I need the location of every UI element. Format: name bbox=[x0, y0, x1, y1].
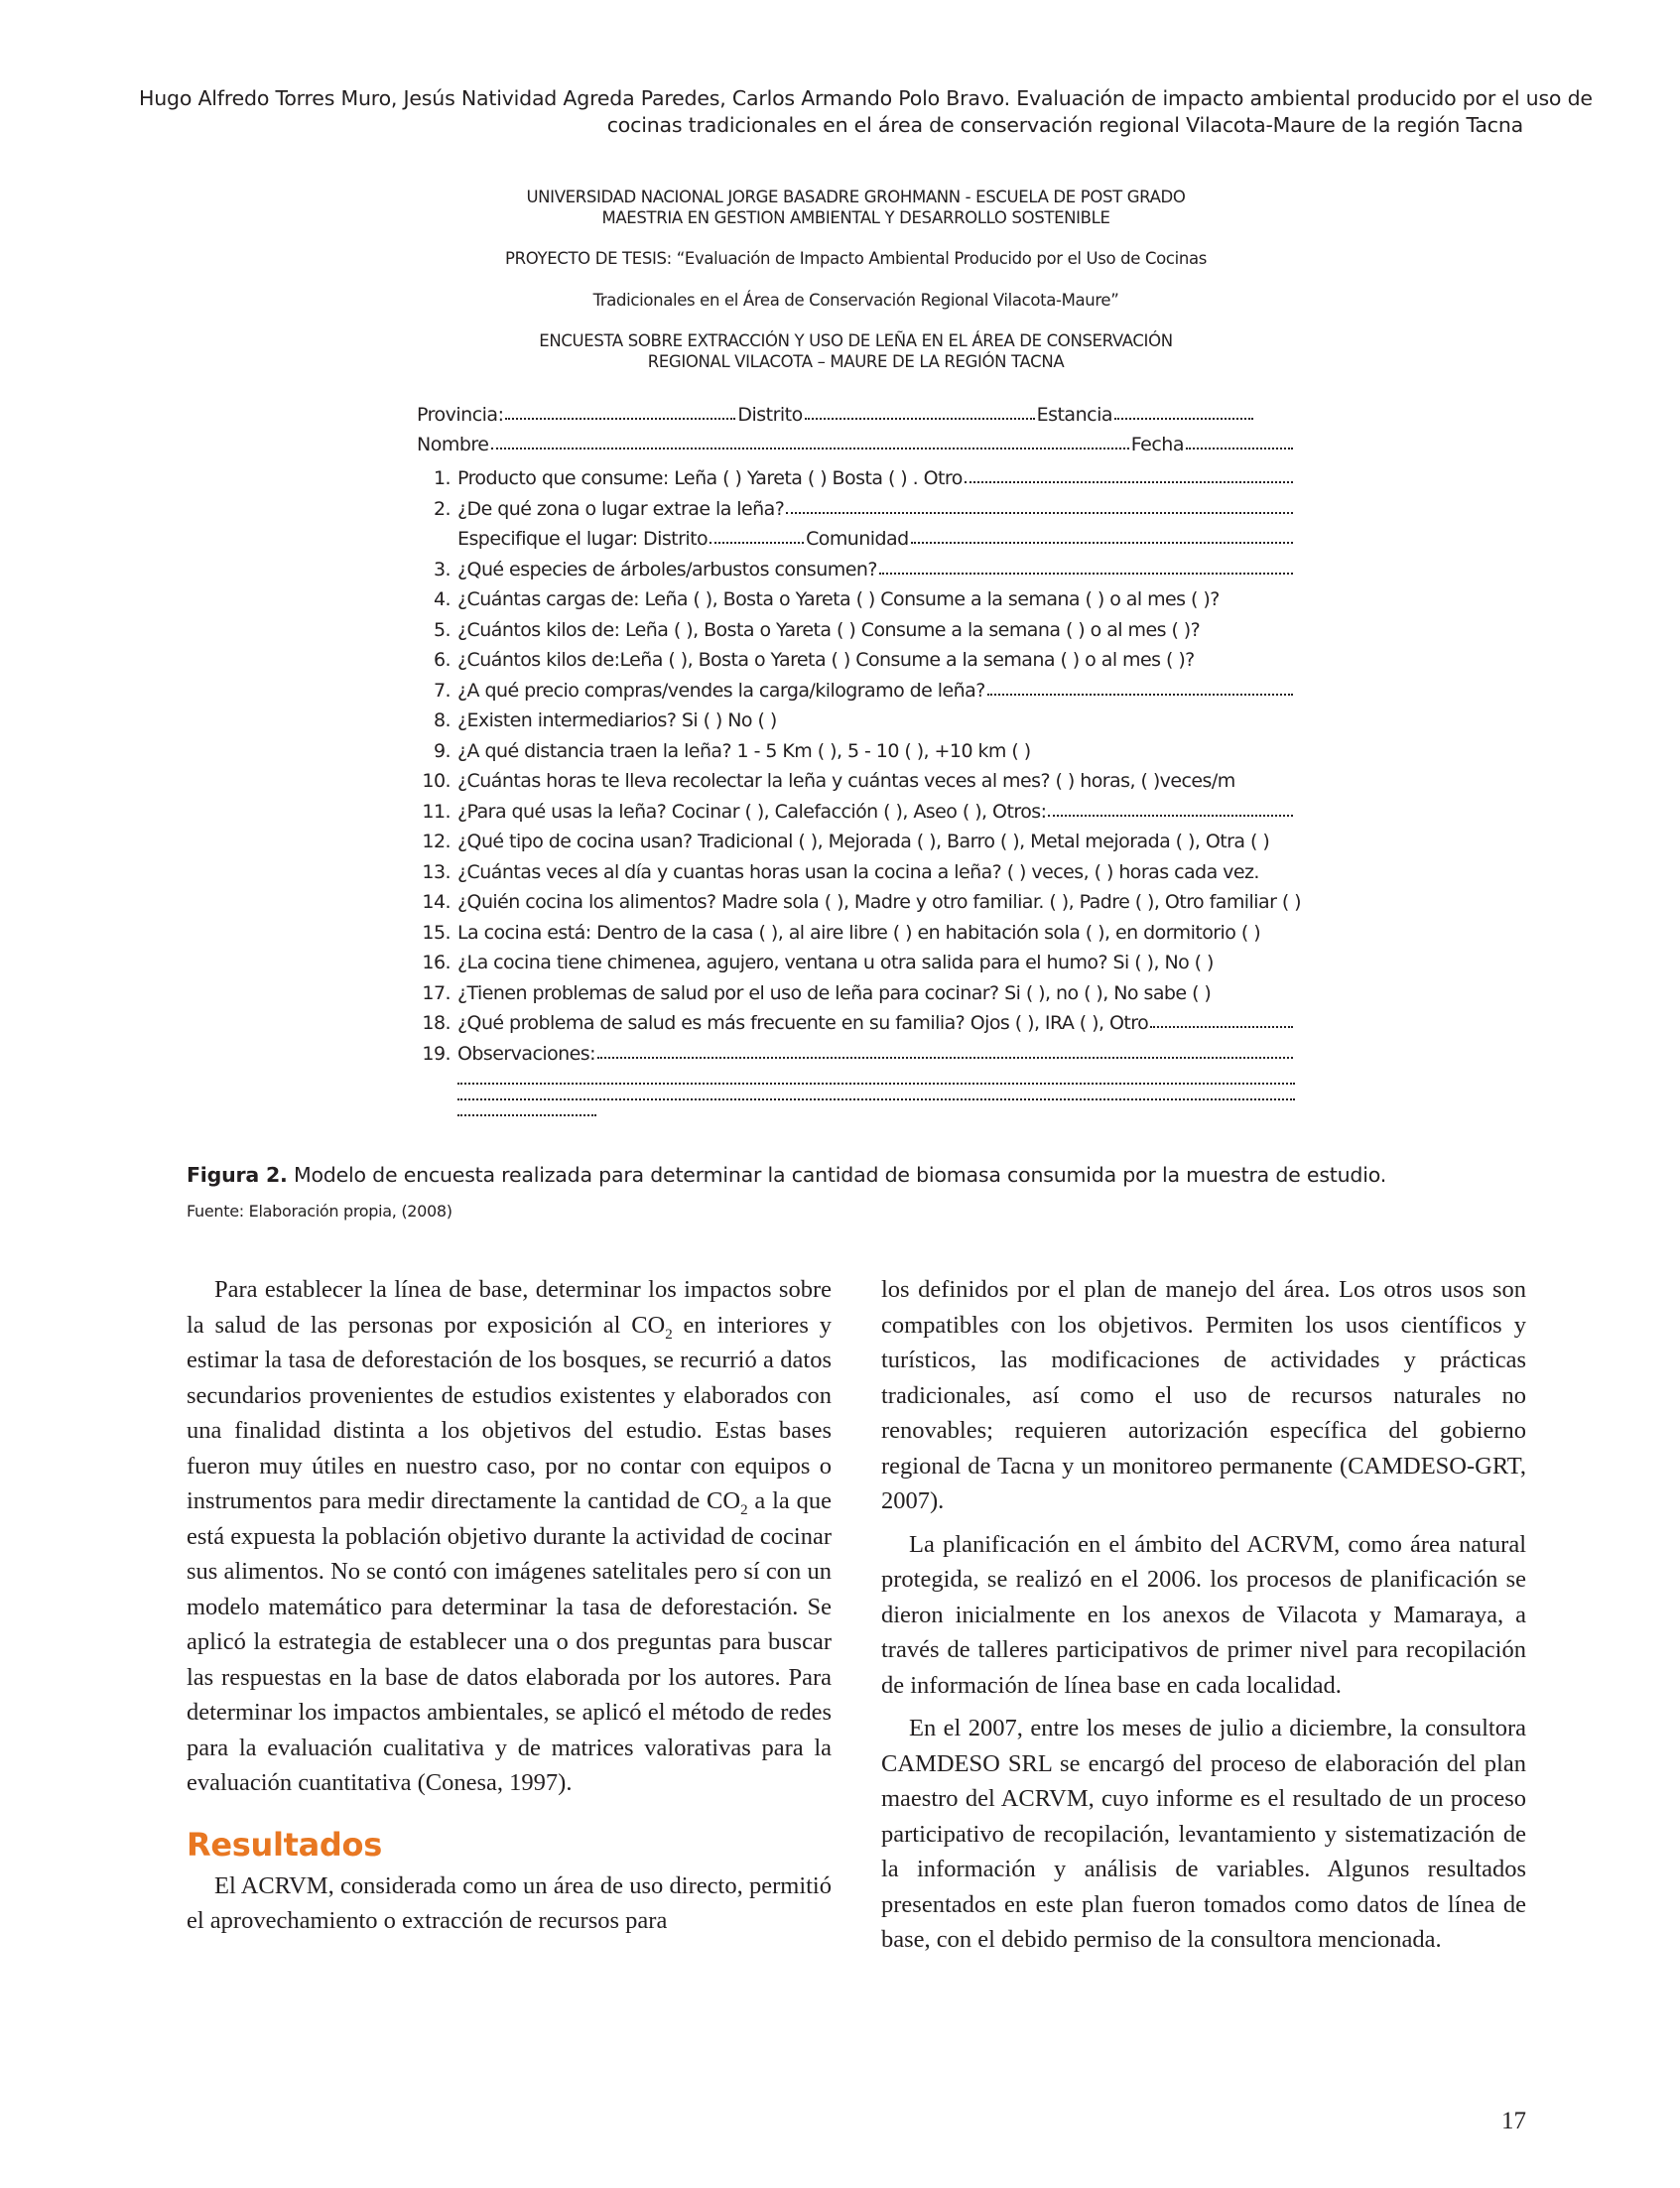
survey-question: 1. Producto que consume: Leña ( ) Yareta ( ) Bosta ( ) . Otro bbox=[417, 463, 1295, 494]
survey-question: 17. ¿Tienen problemas de salud por el uso de leña para cocinar? Si ( ), no ( ), No sabe ( ) bbox=[422, 981, 1212, 1004]
survey-question: 7. ¿A qué precio compras/vendes la carga/kilogramo de leña? bbox=[417, 676, 1295, 707]
survey-question: 10. ¿Cuántas horas te lleva recolectar la leña y cuántas veces al mes? ( ) horas, ( )veces/m bbox=[422, 770, 1235, 792]
provincia-label: Provincia: bbox=[417, 404, 504, 426]
survey-questions bbox=[417, 463, 1302, 1069]
observations-blank-line bbox=[457, 1069, 1295, 1085]
body-paragraph: El ACRVM, considerada como un área de uso directo, permitió el aprovechamiento o extracción de recursos para bbox=[187, 1871, 832, 1934]
fecha-blank bbox=[1186, 430, 1293, 450]
figure-label: Figura 2. bbox=[187, 1163, 288, 1187]
running-head-line-1: Hugo Alfredo Torres Muro, Jesús Natividad Agreda Paredes, Carlos Armando Polo Bravo. Evaluación de impacto ambiental producido por el uso de bbox=[139, 86, 1593, 110]
project-title-line-1: PROYECTO DE TESIS: “Evaluación de Impacto Ambiental Producido por el Uso de Cocinas bbox=[505, 249, 1207, 268]
survey-header-university bbox=[417, 187, 1295, 228]
survey-question: 15. La cocina está: Dentro de la casa ( ), al aire libre ( ) en habitación sola ( ), en dormitorio ( ) bbox=[422, 921, 1261, 944]
figure-caption bbox=[187, 1163, 1386, 1187]
body-paragraph: La planificación en el ámbito del ACRVM, como área natural protegida, se realizó en el 2006. los procesos de planificación se dieron inicialmente en los anexos de Vilacota y Mamaraya, a través de talleres participativos de primer nivel para recopilación de información de línea base en cada localidad. bbox=[881, 1530, 1526, 1699]
survey-question-subline: Especifique el lugar: Distrito Comunidad bbox=[417, 524, 1295, 555]
fecha-label: Fecha bbox=[1130, 434, 1184, 455]
survey-question: 4. ¿Cuántas cargas de: Leña ( ), Bosta o Yareta ( ) Consume a la semana ( ) o al mes ( )? bbox=[433, 588, 1220, 610]
survey-question: 5. ¿Cuántos kilos de: Leña ( ), Bosta o Yareta ( ) Consume a la semana ( ) o al mes ( )? bbox=[433, 618, 1201, 641]
body-paragraph: En el 2007, entre los meses de julio a diciembre, la consultora CAMDESO SRL se encargó del proceso de elaboración del plan maestro del ACRVM, cuyo informe es el resultado de un proceso participativo de recopilación, levantamiento y sistematización de la información y análisis de variables. Algunos resultados presentados en este plan fueron tomados como datos de línea de base, con el debido permiso de la consultora mencionada. bbox=[881, 1715, 1526, 1953]
figure-source: Fuente: Elaboración propia, (2008) bbox=[187, 1202, 452, 1221]
survey-question: 16. ¿La cocina tiene chimenea, agujero, ventana u otra salida para el humo? Si ( ), No ( ) bbox=[422, 952, 1214, 973]
body-paragraph: los definidos por el plan de manejo del área. Los otros usos son compatibles con los objetivos. Permiten los usos científicos y turísticos, las modificaciones de actividades y prácticas tradicionales, así como el uso de recursos naturales no renovables; requieren autorización específica del gobierno regional de Tacna y un monitoreo permanente (CAMDESO-GRT, 2007). bbox=[881, 1276, 1526, 1514]
page-number: 17 bbox=[1501, 2108, 1526, 2134]
left-column bbox=[187, 1272, 832, 1939]
survey-question: 2. ¿De qué zona o lugar extrae la leña? bbox=[417, 494, 1295, 525]
distrito-label: Distrito bbox=[737, 404, 803, 426]
estancia-blank bbox=[1114, 400, 1253, 420]
university-name: UNIVERSIDAD NACIONAL JORGE BASADRE GROHMANN - ESCUELA DE POST GRADO bbox=[526, 188, 1186, 206]
nombre-blank bbox=[491, 430, 1129, 450]
observations-blank-line bbox=[457, 1100, 596, 1116]
survey-question: 3. ¿Qué especies de árboles/arbustos consumen? bbox=[417, 555, 1295, 585]
survey-question: 11. ¿Para qué usas la leña? Cocinar ( ), Calefacción ( ), Aseo ( ), Otros: bbox=[417, 797, 1295, 828]
survey-title-line-2: REGIONAL VILACOTA – MAURE DE LA REGIÓN TACNA bbox=[647, 352, 1065, 371]
survey-question: 14. ¿Quién cocina los alimentos? Madre sola ( ), Madre y otro familiar. ( ), Padre ( ), Otro familiar ( ) bbox=[422, 891, 1302, 913]
location-fields-row bbox=[417, 400, 1295, 430]
survey-question: 6. ¿Cuántos kilos de:Leña ( ), Bosta o Yareta ( ) Consume a la semana ( ) o al mes ( )? bbox=[433, 649, 1195, 671]
provincia-blank bbox=[505, 400, 735, 420]
survey-question: 19. Observaciones: bbox=[417, 1039, 1295, 1070]
survey-title-line-1: ENCUESTA SOBRE EXTRACCIÓN Y USO DE LEÑA EN EL ÁREA DE CONSERVACIÓN bbox=[539, 331, 1173, 350]
right-column bbox=[881, 1272, 1526, 1958]
running-head bbox=[139, 85, 1593, 139]
estancia-label: Estancia bbox=[1036, 404, 1112, 426]
survey-title bbox=[417, 330, 1295, 372]
figure-caption-text: Modelo de encuesta realizada para determinar la cantidad de biomasa consumida por la muestra de estudio. bbox=[287, 1163, 1387, 1187]
distrito-blank bbox=[805, 400, 1035, 420]
survey-question: 18. ¿Qué problema de salud es más frecuente en su familia? Ojos ( ), IRA ( ), Otro bbox=[417, 1008, 1295, 1039]
project-title-line-2: Tradicionales en el Área de Conservación Regional Vilacota-Maure” bbox=[592, 291, 1119, 310]
survey-question: 13. ¿Cuántas veces al día y cuantas horas usan la cocina a leña? ( ) veces, ( ) horas cada vez. bbox=[422, 860, 1259, 883]
section-heading: Resultados bbox=[187, 1825, 382, 1864]
survey-question: 12. ¿Qué tipo de cocina usan? Tradicional ( ), Mejorada ( ), Barro ( ), Metal mejorada ( ), Otra ( ) bbox=[422, 831, 1270, 852]
observations-blank-line bbox=[457, 1085, 1295, 1100]
program-name: MAESTRIA EN GESTION AMBIENTAL Y DESARROLLO SOSTENIBLE bbox=[601, 208, 1110, 227]
survey-form-figure bbox=[417, 181, 1302, 1116]
running-head-line-2: cocinas tradicionales en el área de conservación regional Vilacota-Maure de la región Tacna bbox=[606, 113, 1523, 137]
survey-question: 8. ¿Existen intermediarios? Si ( ) No ( ) bbox=[433, 709, 777, 731]
name-fields-row bbox=[417, 430, 1295, 459]
survey-question: 9. ¿A qué distancia traen la leña? 1 - 5 Km ( ), 5 - 10 ( ), +10 km ( ) bbox=[433, 739, 1031, 762]
nombre-label: Nombre bbox=[417, 434, 489, 455]
body-paragraph: Para establecer la línea de base, determinar los impactos sobre la salud de las personas por exposición al $CO_2$ en interiores y estimar la tasa de deforestación de los bosques, se recurrió a datos secundarios provenientes de estudios existentes y elaborados con una finalidad distinta a los objetivos del estudio. Estas bases fueron muy útiles en nuestro caso, por no contar con equipos o instrumentos para medir directamente la cantidad de $CO_2$ a la que está expuesta la población objetivo durante la actividad de cocinar sus alimentos. No se contó con imágenes satelitales pero sí con un modelo matemático para determinar la tasa de deforestación. Se aplicó la estrategia de establecer una o dos preguntas para buscar las respuestas en la base de datos elaborada por los autores. Para determinar los impactos ambientales, se aplicó el método de redes para la evaluación cualitativa y de matrices valorativas para la evaluación cuantitativa (Conesa, 1997). bbox=[187, 1276, 832, 1796]
